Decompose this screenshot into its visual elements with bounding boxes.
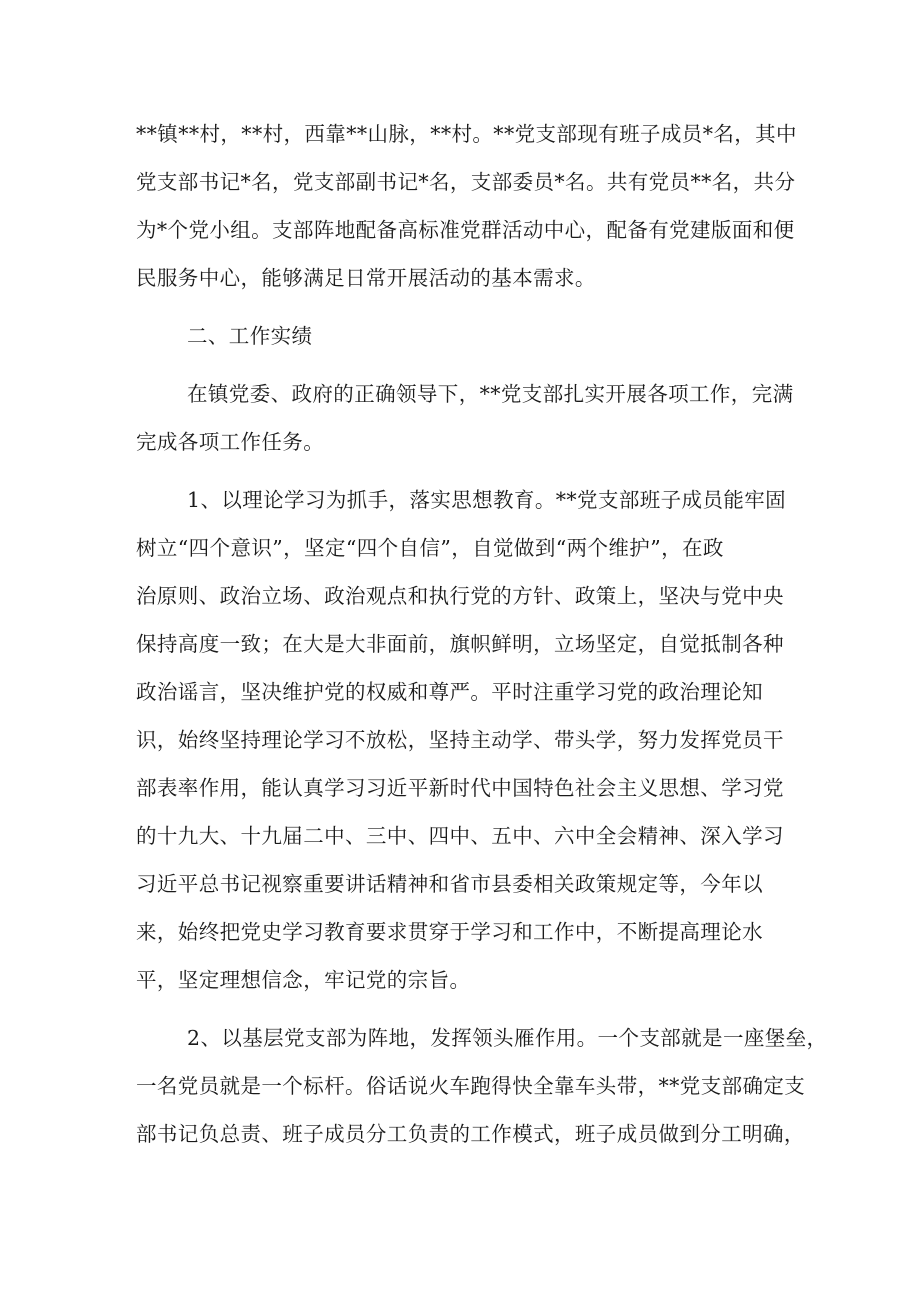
text-line: 习近平总书记视察重要讲话精神和省市县委相关政策规定等，今年以 — [136, 872, 763, 896]
text-line: 识，始终坚持理论学习不放松，坚持主动学、带头学，努力发挥党员干 — [136, 728, 784, 752]
text-line: 树立“四个意识”，坚定“四个自信”，自觉做到“两个维护”，在政 — [136, 536, 724, 560]
text-line: 民服务中心，能够满足日常开展活动的基本需求。 — [136, 266, 596, 290]
text-line: **镇**村，**村，西靠**山脉，**村。**党支部现有班子成员*名，其中 — [136, 122, 797, 146]
text-line: 党支部书记*名，党支部副书记*名，支部委员*名。共有党员**名，共分 — [136, 170, 796, 194]
text-line: 政治谣言，坚决维护党的权威和尊严。平时注重学习党的政治理论知 — [136, 680, 763, 704]
text-line: 2、以基层党支部为阵地，发挥领头雁作用。一个支部就是一座堡垒， — [187, 1026, 828, 1050]
text-line: 完成各项工作任务。 — [136, 430, 325, 454]
text-line: 治原则、政治立场、政治观点和执行党的方针、政策上，坚决与党中央 — [136, 584, 784, 608]
text-line: 的十九大、十九届二中、三中、四中、五中、六中全会精神、深入学习 — [136, 824, 784, 848]
section-heading: 二、工作实绩 — [187, 324, 313, 348]
text-line: 在镇党委、政府的正确领导下，**党支部扎实开展各项工作，完满 — [187, 382, 794, 406]
text-line: 部书记负总责、班子成员分工负责的工作模式，班子成员做到分工明确， — [136, 1122, 805, 1146]
text-line: 来，始终把党史学习教育要求贯穿于学习和工作中，不断提高理论水 — [136, 920, 763, 944]
text-line: 1、以理论学习为抓手，落实思想教育。**党支部班子成员能牢固 — [187, 488, 787, 512]
text-line: 一名党员就是一个标杆。俗话说火车跑得快全靠车头带，**党支部确定支 — [136, 1074, 806, 1098]
text-line: 平，坚定理想信念，牢记党的宗旨。 — [136, 968, 471, 992]
text-line: 保持高度一致；在大是大非面前，旗帜鲜明，立场坚定，自觉抵制各种 — [136, 632, 784, 656]
text-line: 为*个党小组。支部阵地配备高标准党群活动中心，配备有党建版面和便 — [136, 218, 795, 242]
text-line: 部表率作用，能认真学习习近平新时代中国特色社会主义思想、学习党 — [136, 776, 784, 800]
